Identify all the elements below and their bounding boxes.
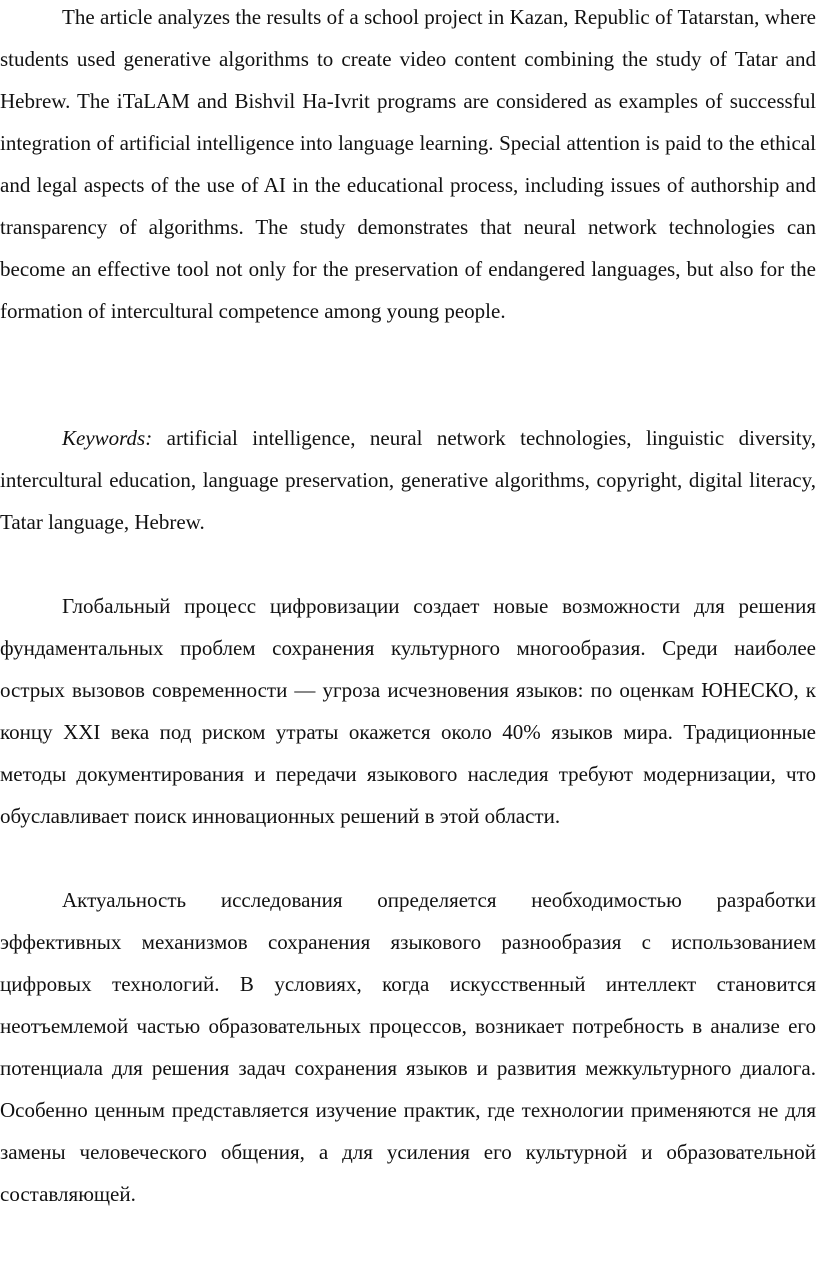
abstract-paragraph: The article analyzes the results of a school project in Kazan, Republic of Tatarstan, where students used generative algorithms to create video content combining the study of Tatar and Hebrew. The iTaLAM and Bishvil Ha-Ivrit programs are considered as examples of successful integration of artificial intelligence into language learning. Special attention is paid to the ethical and legal aspects of the use of AI in the educational process, including issues of authorship and transparency of algorithms. The study demonstrates that neural network technologies can become an effective tool not only for the preservation of endangered languages, but also for the formation of intercultural competence among young people. xyxy=(0,5,816,323)
keywords-label: Keywords: xyxy=(62,426,153,450)
body-paragraph-1: Глобальный процесс цифровизации создает новые возможности для решения фундаментальных проблем сохранения культурного многообразия. Среди наиболее острых вызовов современности — угроза исчезновения языков: по оценкам ЮНЕСКО, к концу XXI века под риском утраты окажется около 40% языков мира. Традиционные методы документирования и передачи языкового наследия требуют модернизации, что обуславливает поиск инновационных решений в этой области. xyxy=(0,594,816,828)
body-paragraph-2: Актуальность исследования определяется необходимостью разработки эффективных механизмов сохранения языкового разнообразия с использованием цифровых технологий. В условиях, когда искусственный интеллект становится неотъемлемой частью образовательных процессов, возникает потребность в анализе его потенциала для решения задач сохранения языков и развития межкультурного диалога. Особенно ценным представляется изучение практик, где технологии применяются не для замены человеческого общения, а для усиления его культурной и образовательной составляющей. xyxy=(0,888,816,1206)
keywords-paragraph xyxy=(0,417,816,543)
keywords-text: artificial intelligence, neural network technologies, linguistic diversity, intercultural education, language preservation, generative algorithms, copyright, digital literacy, Tatar language, Hebrew. xyxy=(0,426,816,534)
